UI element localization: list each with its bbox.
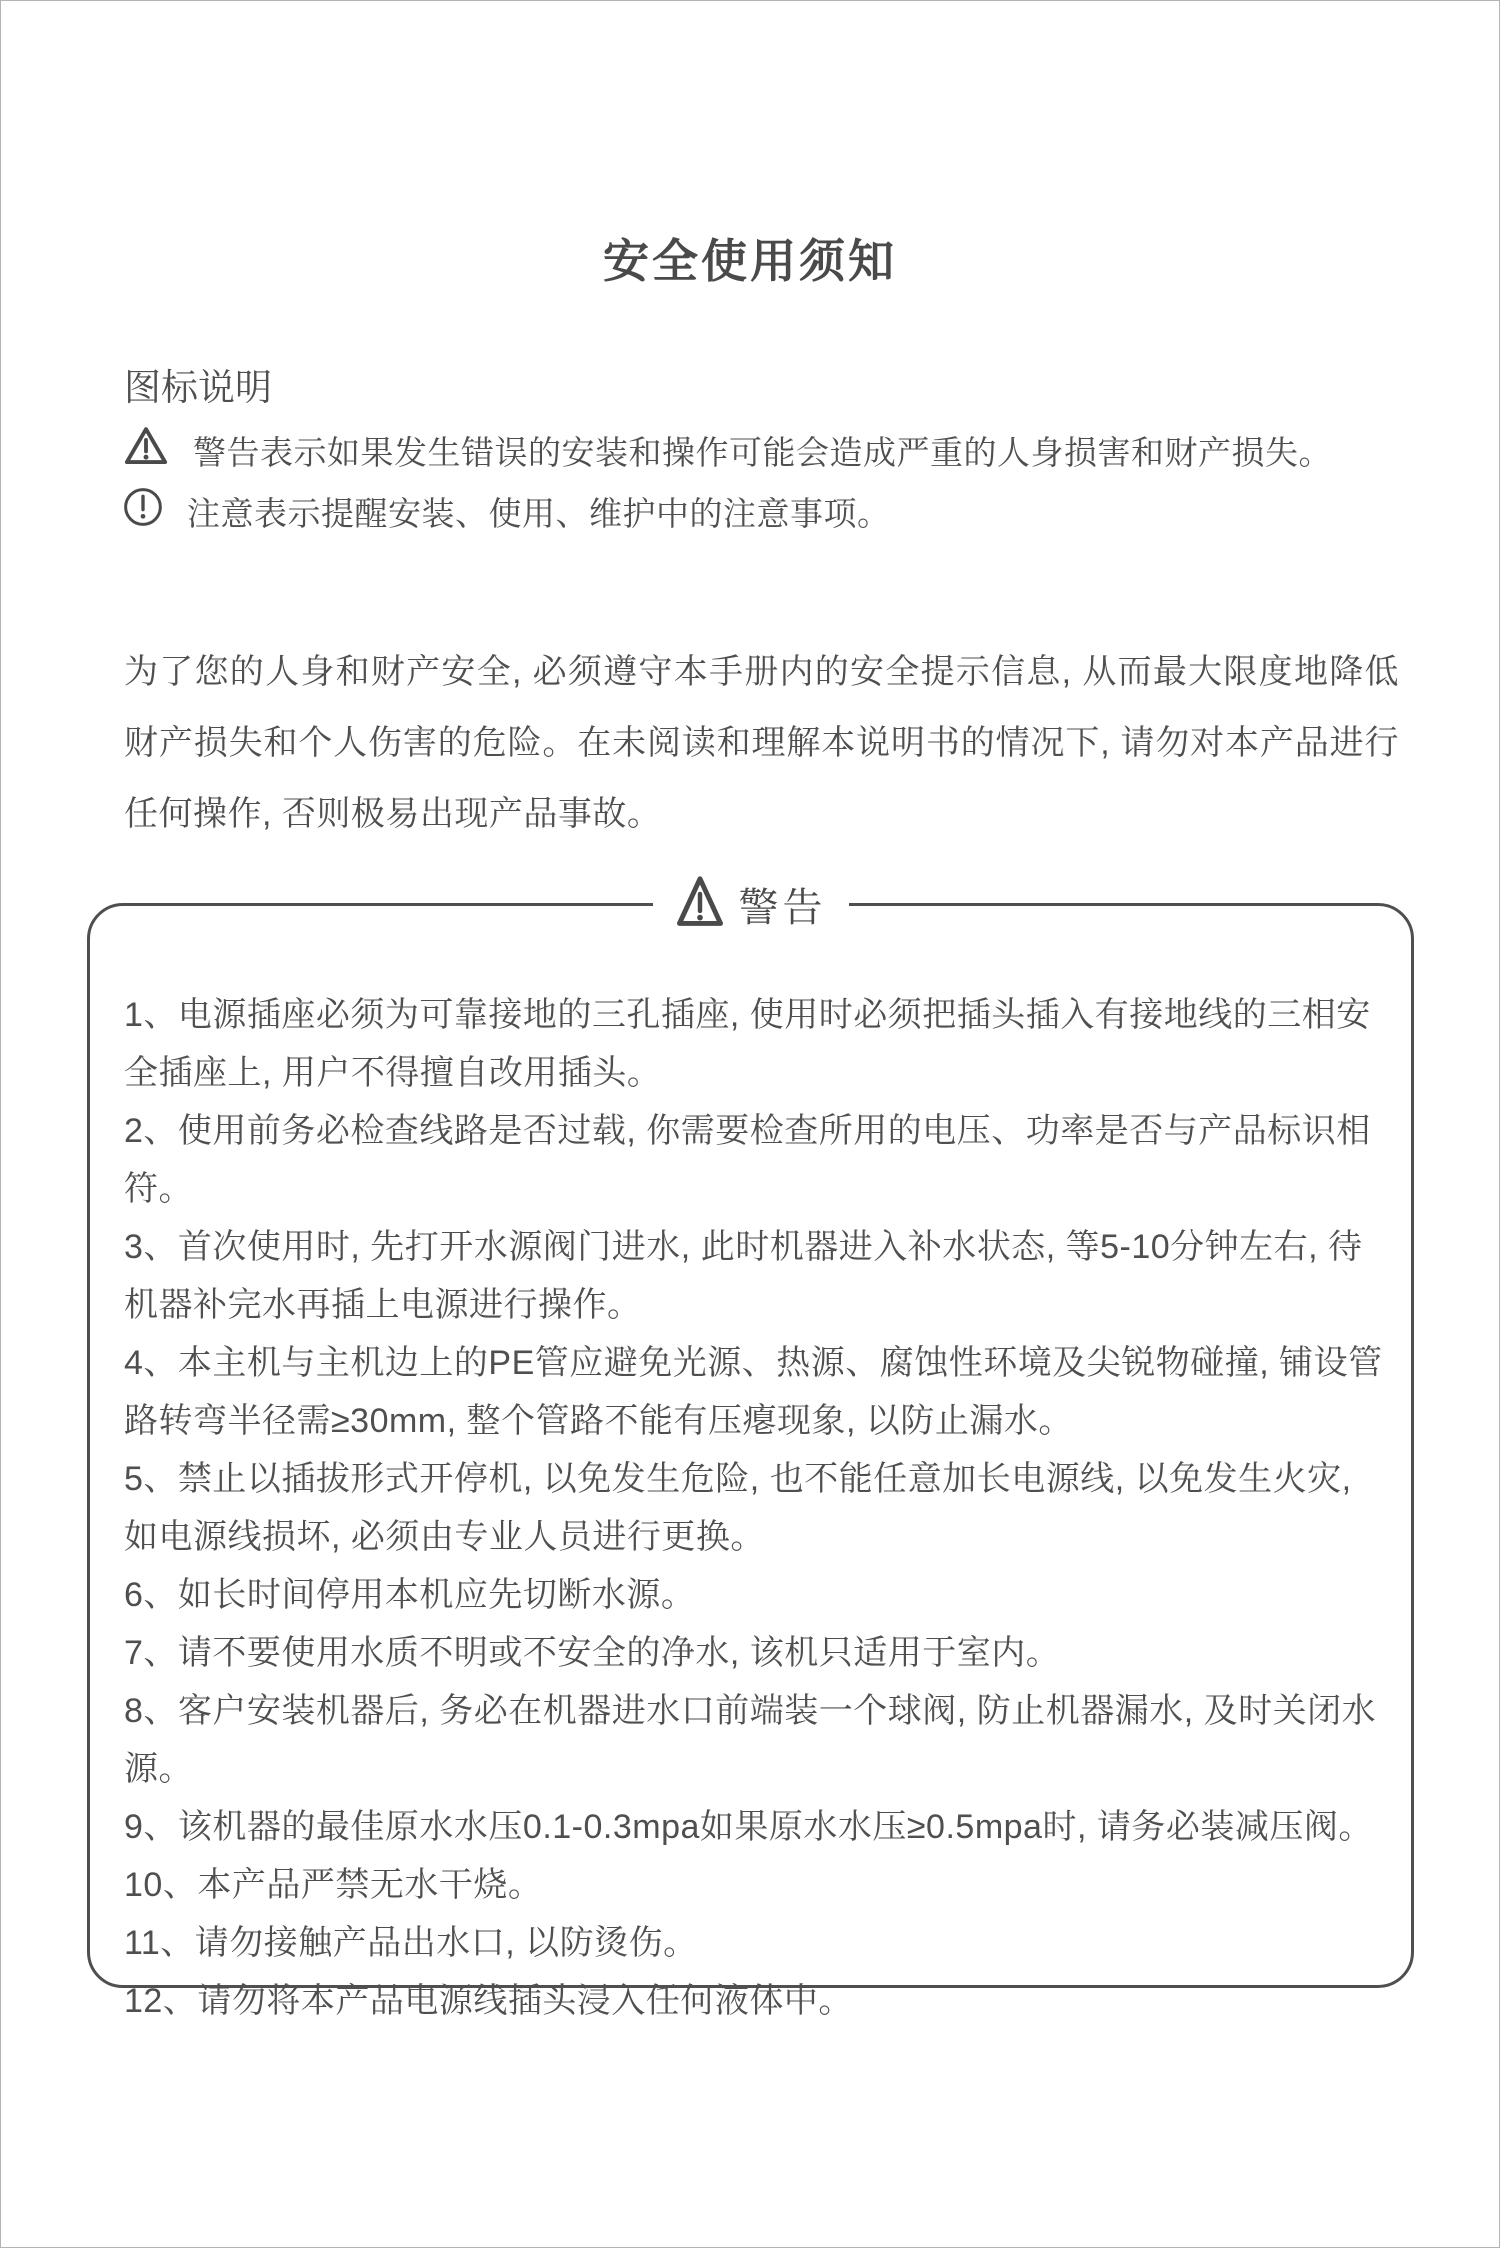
warning-list-item: 2、使用前务必检查线路是否过载, 你需要检查所用的电压、功率是否与产品标识相符。: [124, 1112, 1371, 1208]
warning-list-item: 7、请不要使用水质不明或不安全的净水, 该机只适用于室内。: [124, 1634, 1061, 1672]
page-title: 安全使用须知: [603, 235, 897, 287]
legend-item-notice: [123, 487, 891, 535]
notice-circle-icon: [123, 487, 163, 535]
warning-box-label-text: 警告: [738, 886, 827, 930]
warning-triangle-icon: [675, 873, 725, 936]
warning-list: [90, 906, 1411, 2030]
warning-box-label: [653, 873, 849, 936]
warning-list-item: 12、请勿将本产品电源线插头浸入任何液体中。: [124, 1982, 853, 2020]
legend-heading: 图标说明: [124, 367, 272, 408]
warning-list-item: 3、首次使用时, 先打开水源阀门进水, 此时机器进入补水状态, 等5-10分钟左右, 待机器补完水再插上电源进行操作。: [124, 1228, 1363, 1324]
warning-list-item: 4、本主机与主机边上的PE管应避免光源、热源、腐蚀性环境及尖锐物碰撞, 铺设管路转弯半径需≥30mm, 整个管路不能有压瘪现象, 以防止漏水。: [124, 1344, 1383, 1440]
warning-list-item: 10、本产品严禁无水干烧。: [124, 1866, 543, 1904]
warning-list-item: 1、电源插座必须为可靠接地的三孔插座, 使用时必须把插头插入有接地线的三相安全插座上, 用户不得擅自改用插头。: [124, 996, 1371, 1092]
warning-list-item: 6、如长时间停用本机应先切断水源。: [124, 1576, 696, 1614]
warning-list-item: 8、客户安装机器后, 务必在机器进水口前端装一个球阀, 防止机器漏水, 及时关闭水源。: [124, 1692, 1377, 1788]
legend-item-warning: [123, 425, 1332, 475]
warning-list-item: 11、请勿接触产品出水口, 以防烫伤。: [124, 1924, 698, 1962]
warning-box: [87, 886, 1414, 2020]
legend-item-text: 注意表示提醒安装、使用、维护中的注意事项。: [187, 494, 891, 532]
warning-triangle-icon: [123, 425, 169, 475]
legend-item-text: 警告表示如果发生错误的安装和操作可能会造成严重的人身损害和财产损失。: [193, 433, 1332, 471]
warning-list-item: 9、该机器的最佳原水水压0.1-0.3mpa如果原水水压≥0.5mpa时, 请务必装减压阀。: [124, 1808, 1373, 1846]
intro-paragraph: 为了您的人身和财产安全, 必须遵守本手册内的安全提示信息, 从而最大限度地降低财产损失和个人伤害的危险。在未阅读和理解本说明书的情况下, 请勿对本产品进行任何操作, 否则极易出现产品事故。: [124, 653, 1399, 833]
warning-list-item: 5、禁止以插拔形式开停机, 以免发生危险, 也不能任意加长电源线, 以免发生火灾, 如电源线损坏, 必须由专业人员进行更换。: [124, 1460, 1352, 1556]
